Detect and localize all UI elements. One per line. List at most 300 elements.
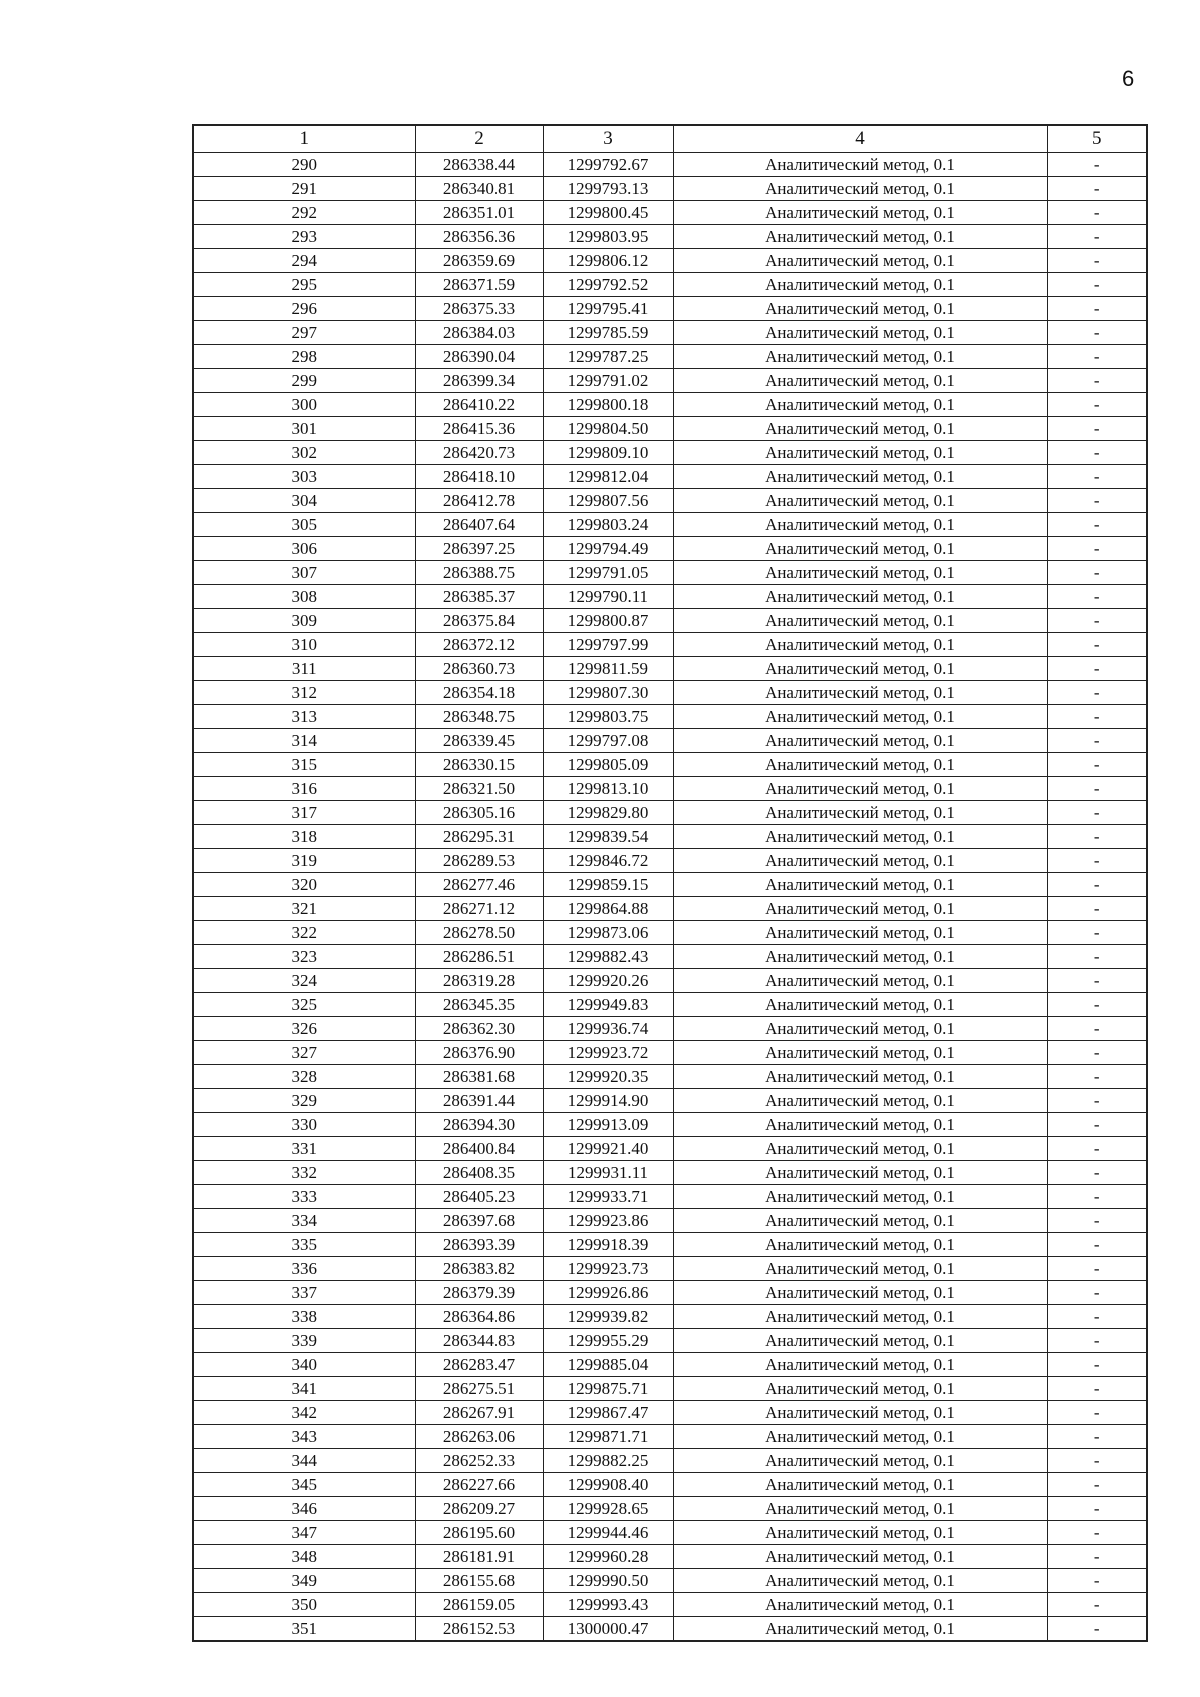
point-number-cell: 319	[193, 849, 415, 873]
x-coordinate-cell: 286359.69	[415, 249, 543, 273]
table-row	[193, 417, 1147, 441]
point-number-cell: 326	[193, 1017, 415, 1041]
y-coordinate-cell: 1299846.72	[543, 849, 673, 873]
description-cell: -	[1047, 1041, 1147, 1065]
x-coordinate-cell: 286381.68	[415, 1065, 543, 1089]
description-cell: -	[1047, 1449, 1147, 1473]
table-row	[193, 1329, 1147, 1353]
y-coordinate-cell: 1299920.35	[543, 1065, 673, 1089]
description-cell: -	[1047, 1233, 1147, 1257]
description-cell: -	[1047, 585, 1147, 609]
method-cell: Аналитический метод, 0.1	[673, 633, 1047, 657]
table-row	[193, 633, 1147, 657]
table-row	[193, 609, 1147, 633]
description-cell: -	[1047, 225, 1147, 249]
point-number-cell: 291	[193, 177, 415, 201]
x-coordinate-cell: 286271.12	[415, 897, 543, 921]
point-number-cell: 298	[193, 345, 415, 369]
y-coordinate-cell: 1300000.47	[543, 1617, 673, 1642]
point-number-cell: 351	[193, 1617, 415, 1642]
table-header-row	[193, 125, 1147, 153]
point-number-cell: 346	[193, 1497, 415, 1521]
description-cell: -	[1047, 513, 1147, 537]
method-cell: Аналитический метод, 0.1	[673, 1593, 1047, 1617]
x-coordinate-cell: 286376.90	[415, 1041, 543, 1065]
point-number-cell: 341	[193, 1377, 415, 1401]
y-coordinate-cell: 1299882.25	[543, 1449, 673, 1473]
y-coordinate-cell: 1299933.71	[543, 1185, 673, 1209]
column-header-point-number: 1	[193, 125, 415, 153]
point-number-cell: 325	[193, 993, 415, 1017]
y-coordinate-cell: 1299811.59	[543, 657, 673, 681]
y-coordinate-cell: 1299791.05	[543, 561, 673, 585]
table-row	[193, 561, 1147, 585]
y-coordinate-cell: 1299813.10	[543, 777, 673, 801]
point-number-cell: 299	[193, 369, 415, 393]
point-number-cell: 323	[193, 945, 415, 969]
method-cell: Аналитический метод, 0.1	[673, 1041, 1047, 1065]
y-coordinate-cell: 1299871.71	[543, 1425, 673, 1449]
x-coordinate-cell: 286420.73	[415, 441, 543, 465]
description-cell: -	[1047, 657, 1147, 681]
method-cell: Аналитический метод, 0.1	[673, 201, 1047, 225]
y-coordinate-cell: 1299805.09	[543, 753, 673, 777]
description-cell: -	[1047, 561, 1147, 585]
y-coordinate-cell: 1299928.65	[543, 1497, 673, 1521]
method-cell: Аналитический метод, 0.1	[673, 1449, 1047, 1473]
x-coordinate-cell: 286375.33	[415, 297, 543, 321]
point-number-cell: 309	[193, 609, 415, 633]
coordinates-table	[192, 124, 1148, 1642]
table-row	[193, 1377, 1147, 1401]
x-coordinate-cell: 286289.53	[415, 849, 543, 873]
table-row	[193, 825, 1147, 849]
point-number-cell: 333	[193, 1185, 415, 1209]
table-row	[193, 1353, 1147, 1377]
point-number-cell: 292	[193, 201, 415, 225]
y-coordinate-cell: 1299923.72	[543, 1041, 673, 1065]
point-number-cell: 335	[193, 1233, 415, 1257]
table-row	[193, 585, 1147, 609]
point-number-cell: 294	[193, 249, 415, 273]
method-cell: Аналитический метод, 0.1	[673, 225, 1047, 249]
point-number-cell: 338	[193, 1305, 415, 1329]
description-cell: -	[1047, 1593, 1147, 1617]
method-cell: Аналитический метод, 0.1	[673, 1065, 1047, 1089]
x-coordinate-cell: 286275.51	[415, 1377, 543, 1401]
table-row	[193, 1569, 1147, 1593]
x-coordinate-cell: 286410.22	[415, 393, 543, 417]
y-coordinate-cell: 1299787.25	[543, 345, 673, 369]
y-coordinate-cell: 1299804.50	[543, 417, 673, 441]
description-cell: -	[1047, 1569, 1147, 1593]
description-cell: -	[1047, 633, 1147, 657]
table-row	[193, 681, 1147, 705]
point-number-cell: 301	[193, 417, 415, 441]
table-row	[193, 345, 1147, 369]
table-row	[193, 873, 1147, 897]
table-row	[193, 273, 1147, 297]
method-cell: Аналитический метод, 0.1	[673, 1257, 1047, 1281]
x-coordinate-cell: 286394.30	[415, 1113, 543, 1137]
y-coordinate-cell: 1299918.39	[543, 1233, 673, 1257]
description-cell: -	[1047, 1065, 1147, 1089]
y-coordinate-cell: 1299790.11	[543, 585, 673, 609]
x-coordinate-cell: 286295.31	[415, 825, 543, 849]
method-cell: Аналитический метод, 0.1	[673, 1305, 1047, 1329]
method-cell: Аналитический метод, 0.1	[673, 777, 1047, 801]
method-cell: Аналитический метод, 0.1	[673, 705, 1047, 729]
x-coordinate-cell: 286391.44	[415, 1089, 543, 1113]
x-coordinate-cell: 286371.59	[415, 273, 543, 297]
description-cell: -	[1047, 1617, 1147, 1642]
table-row	[193, 753, 1147, 777]
point-number-cell: 348	[193, 1545, 415, 1569]
point-number-cell: 318	[193, 825, 415, 849]
y-coordinate-cell: 1299807.56	[543, 489, 673, 513]
table-row	[193, 1209, 1147, 1233]
description-cell: -	[1047, 321, 1147, 345]
method-cell: Аналитический метод, 0.1	[673, 1401, 1047, 1425]
point-number-cell: 329	[193, 1089, 415, 1113]
table-row	[193, 993, 1147, 1017]
point-number-cell: 306	[193, 537, 415, 561]
method-cell: Аналитический метод, 0.1	[673, 1161, 1047, 1185]
table-row	[193, 1041, 1147, 1065]
description-cell: -	[1047, 849, 1147, 873]
point-number-cell: 311	[193, 657, 415, 681]
table-row	[193, 393, 1147, 417]
y-coordinate-cell: 1299809.10	[543, 441, 673, 465]
method-cell: Аналитический метод, 0.1	[673, 1545, 1047, 1569]
x-coordinate-cell: 286397.25	[415, 537, 543, 561]
point-number-cell: 339	[193, 1329, 415, 1353]
point-number-cell: 302	[193, 441, 415, 465]
method-cell: Аналитический метод, 0.1	[673, 657, 1047, 681]
y-coordinate-cell: 1299960.28	[543, 1545, 673, 1569]
point-number-cell: 316	[193, 777, 415, 801]
description-cell: -	[1047, 249, 1147, 273]
table-row	[193, 321, 1147, 345]
description-cell: -	[1047, 273, 1147, 297]
method-cell: Аналитический метод, 0.1	[673, 393, 1047, 417]
y-coordinate-cell: 1299792.67	[543, 153, 673, 177]
x-coordinate-cell: 286263.06	[415, 1425, 543, 1449]
y-coordinate-cell: 1299859.15	[543, 873, 673, 897]
x-coordinate-cell: 286405.23	[415, 1185, 543, 1209]
x-coordinate-cell: 286415.36	[415, 417, 543, 441]
point-number-cell: 349	[193, 1569, 415, 1593]
description-cell: -	[1047, 1305, 1147, 1329]
point-number-cell: 340	[193, 1353, 415, 1377]
description-cell: -	[1047, 489, 1147, 513]
y-coordinate-cell: 1299993.43	[543, 1593, 673, 1617]
table-row	[193, 657, 1147, 681]
description-cell: -	[1047, 921, 1147, 945]
x-coordinate-cell: 286385.37	[415, 585, 543, 609]
method-cell: Аналитический метод, 0.1	[673, 969, 1047, 993]
y-coordinate-cell: 1299873.06	[543, 921, 673, 945]
description-cell: -	[1047, 777, 1147, 801]
method-cell: Аналитический метод, 0.1	[673, 513, 1047, 537]
point-number-cell: 334	[193, 1209, 415, 1233]
table-row	[193, 1113, 1147, 1137]
point-number-cell: 328	[193, 1065, 415, 1089]
x-coordinate-cell: 286319.28	[415, 969, 543, 993]
method-cell: Аналитический метод, 0.1	[673, 321, 1047, 345]
table-row	[193, 1497, 1147, 1521]
y-coordinate-cell: 1299806.12	[543, 249, 673, 273]
method-cell: Аналитический метод, 0.1	[673, 1209, 1047, 1233]
point-number-cell: 322	[193, 921, 415, 945]
description-cell: -	[1047, 1521, 1147, 1545]
description-cell: -	[1047, 1089, 1147, 1113]
x-coordinate-cell: 286348.75	[415, 705, 543, 729]
method-cell: Аналитический метод, 0.1	[673, 297, 1047, 321]
y-coordinate-cell: 1299794.49	[543, 537, 673, 561]
table-row	[193, 705, 1147, 729]
x-coordinate-cell: 286384.03	[415, 321, 543, 345]
y-coordinate-cell: 1299914.90	[543, 1089, 673, 1113]
point-number-cell: 343	[193, 1425, 415, 1449]
y-coordinate-cell: 1299812.04	[543, 465, 673, 489]
method-cell: Аналитический метод, 0.1	[673, 441, 1047, 465]
table-row	[193, 897, 1147, 921]
point-number-cell: 330	[193, 1113, 415, 1137]
y-coordinate-cell: 1299839.54	[543, 825, 673, 849]
table-row	[193, 801, 1147, 825]
method-cell: Аналитический метод, 0.1	[673, 153, 1047, 177]
x-coordinate-cell: 286209.27	[415, 1497, 543, 1521]
table-row	[193, 921, 1147, 945]
description-cell: -	[1047, 1377, 1147, 1401]
x-coordinate-cell: 286388.75	[415, 561, 543, 585]
x-coordinate-cell: 286278.50	[415, 921, 543, 945]
method-cell: Аналитический метод, 0.1	[673, 873, 1047, 897]
description-cell: -	[1047, 1353, 1147, 1377]
point-number-cell: 344	[193, 1449, 415, 1473]
description-cell: -	[1047, 1497, 1147, 1521]
point-number-cell: 350	[193, 1593, 415, 1617]
x-coordinate-cell: 286181.91	[415, 1545, 543, 1569]
description-cell: -	[1047, 1113, 1147, 1137]
method-cell: Аналитический метод, 0.1	[673, 465, 1047, 489]
point-number-cell: 308	[193, 585, 415, 609]
table-row	[193, 1137, 1147, 1161]
description-cell: -	[1047, 1545, 1147, 1569]
x-coordinate-cell: 286407.64	[415, 513, 543, 537]
x-coordinate-cell: 286252.33	[415, 1449, 543, 1473]
y-coordinate-cell: 1299792.52	[543, 273, 673, 297]
method-cell: Аналитический метод, 0.1	[673, 1017, 1047, 1041]
table-row	[193, 369, 1147, 393]
method-cell: Аналитический метод, 0.1	[673, 609, 1047, 633]
y-coordinate-cell: 1299908.40	[543, 1473, 673, 1497]
method-cell: Аналитический метод, 0.1	[673, 1497, 1047, 1521]
x-coordinate-cell: 286227.66	[415, 1473, 543, 1497]
point-number-cell: 315	[193, 753, 415, 777]
table-row	[193, 777, 1147, 801]
x-coordinate-cell: 286155.68	[415, 1569, 543, 1593]
point-number-cell: 304	[193, 489, 415, 513]
point-number-cell: 321	[193, 897, 415, 921]
y-coordinate-cell: 1299797.99	[543, 633, 673, 657]
method-cell: Аналитический метод, 0.1	[673, 1425, 1047, 1449]
y-coordinate-cell: 1299864.88	[543, 897, 673, 921]
description-cell: -	[1047, 705, 1147, 729]
y-coordinate-cell: 1299949.83	[543, 993, 673, 1017]
point-number-cell: 317	[193, 801, 415, 825]
description-cell: -	[1047, 1209, 1147, 1233]
method-cell: Аналитический метод, 0.1	[673, 1089, 1047, 1113]
method-cell: Аналитический метод, 0.1	[673, 993, 1047, 1017]
description-cell: -	[1047, 1161, 1147, 1185]
method-cell: Аналитический метод, 0.1	[673, 681, 1047, 705]
method-cell: Аналитический метод, 0.1	[673, 273, 1047, 297]
table-row	[193, 465, 1147, 489]
point-number-cell: 327	[193, 1041, 415, 1065]
method-cell: Аналитический метод, 0.1	[673, 1569, 1047, 1593]
table-row	[193, 513, 1147, 537]
method-cell: Аналитический метод, 0.1	[673, 1185, 1047, 1209]
table-row	[193, 537, 1147, 561]
x-coordinate-cell: 286159.05	[415, 1593, 543, 1617]
method-cell: Аналитический метод, 0.1	[673, 1353, 1047, 1377]
column-header-y-coordinate: 3	[543, 125, 673, 153]
y-coordinate-cell: 1299793.13	[543, 177, 673, 201]
y-coordinate-cell: 1299795.41	[543, 297, 673, 321]
table-row	[193, 969, 1147, 993]
table-row	[193, 153, 1147, 177]
y-coordinate-cell: 1299885.04	[543, 1353, 673, 1377]
method-cell: Аналитический метод, 0.1	[673, 921, 1047, 945]
method-cell: Аналитический метод, 0.1	[673, 753, 1047, 777]
x-coordinate-cell: 286400.84	[415, 1137, 543, 1161]
description-cell: -	[1047, 1281, 1147, 1305]
point-number-cell: 312	[193, 681, 415, 705]
table-row	[193, 1161, 1147, 1185]
y-coordinate-cell: 1299990.50	[543, 1569, 673, 1593]
method-cell: Аналитический метод, 0.1	[673, 1329, 1047, 1353]
table-row	[193, 1449, 1147, 1473]
description-cell: -	[1047, 1473, 1147, 1497]
method-cell: Аналитический метод, 0.1	[673, 585, 1047, 609]
method-cell: Аналитический метод, 0.1	[673, 417, 1047, 441]
x-coordinate-cell: 286351.01	[415, 201, 543, 225]
point-number-cell: 310	[193, 633, 415, 657]
table-row	[193, 1593, 1147, 1617]
y-coordinate-cell: 1299867.47	[543, 1401, 673, 1425]
table-row	[193, 1089, 1147, 1113]
y-coordinate-cell: 1299803.24	[543, 513, 673, 537]
y-coordinate-cell: 1299926.86	[543, 1281, 673, 1305]
x-coordinate-cell: 286267.91	[415, 1401, 543, 1425]
table-row	[193, 1521, 1147, 1545]
y-coordinate-cell: 1299882.43	[543, 945, 673, 969]
y-coordinate-cell: 1299875.71	[543, 1377, 673, 1401]
table-row	[193, 1281, 1147, 1305]
description-cell: -	[1047, 1329, 1147, 1353]
description-cell: -	[1047, 897, 1147, 921]
table-row	[193, 945, 1147, 969]
method-cell: Аналитический метод, 0.1	[673, 1137, 1047, 1161]
y-coordinate-cell: 1299800.45	[543, 201, 673, 225]
table-row	[193, 1257, 1147, 1281]
method-cell: Аналитический метод, 0.1	[673, 1281, 1047, 1305]
table-row	[193, 1185, 1147, 1209]
table-row	[193, 441, 1147, 465]
x-coordinate-cell: 286399.34	[415, 369, 543, 393]
table-row	[193, 1401, 1147, 1425]
method-cell: Аналитический метод, 0.1	[673, 369, 1047, 393]
x-coordinate-cell: 286354.18	[415, 681, 543, 705]
x-coordinate-cell: 286339.45	[415, 729, 543, 753]
x-coordinate-cell: 286330.15	[415, 753, 543, 777]
description-cell: -	[1047, 153, 1147, 177]
description-cell: -	[1047, 969, 1147, 993]
method-cell: Аналитический метод, 0.1	[673, 1377, 1047, 1401]
page-number: 6	[1122, 66, 1135, 91]
description-cell: -	[1047, 465, 1147, 489]
y-coordinate-cell: 1299944.46	[543, 1521, 673, 1545]
method-cell: Аналитический метод, 0.1	[673, 249, 1047, 273]
method-cell: Аналитический метод, 0.1	[673, 1113, 1047, 1137]
x-coordinate-cell: 286344.83	[415, 1329, 543, 1353]
y-coordinate-cell: 1299923.86	[543, 1209, 673, 1233]
x-coordinate-cell: 286412.78	[415, 489, 543, 513]
point-number-cell: 305	[193, 513, 415, 537]
y-coordinate-cell: 1299803.95	[543, 225, 673, 249]
description-cell: -	[1047, 945, 1147, 969]
point-number-cell: 324	[193, 969, 415, 993]
y-coordinate-cell: 1299955.29	[543, 1329, 673, 1353]
point-number-cell: 300	[193, 393, 415, 417]
point-number-cell: 297	[193, 321, 415, 345]
description-cell: -	[1047, 993, 1147, 1017]
table-row	[193, 1065, 1147, 1089]
method-cell: Аналитический метод, 0.1	[673, 729, 1047, 753]
description-cell: -	[1047, 177, 1147, 201]
x-coordinate-cell: 286375.84	[415, 609, 543, 633]
y-coordinate-cell: 1299921.40	[543, 1137, 673, 1161]
y-coordinate-cell: 1299807.30	[543, 681, 673, 705]
y-coordinate-cell: 1299785.59	[543, 321, 673, 345]
point-number-cell: 345	[193, 1473, 415, 1497]
description-cell: -	[1047, 297, 1147, 321]
table-row	[193, 1545, 1147, 1569]
x-coordinate-cell: 286362.30	[415, 1017, 543, 1041]
x-coordinate-cell: 286340.81	[415, 177, 543, 201]
point-number-cell: 313	[193, 705, 415, 729]
table-row	[193, 201, 1147, 225]
method-cell: Аналитический метод, 0.1	[673, 945, 1047, 969]
method-cell: Аналитический метод, 0.1	[673, 537, 1047, 561]
x-coordinate-cell: 286277.46	[415, 873, 543, 897]
table-row	[193, 1473, 1147, 1497]
table-row	[193, 849, 1147, 873]
method-cell: Аналитический метод, 0.1	[673, 1521, 1047, 1545]
y-coordinate-cell: 1299920.26	[543, 969, 673, 993]
description-cell: -	[1047, 609, 1147, 633]
description-cell: -	[1047, 1401, 1147, 1425]
x-coordinate-cell: 286397.68	[415, 1209, 543, 1233]
x-coordinate-cell: 286283.47	[415, 1353, 543, 1377]
description-cell: -	[1047, 1257, 1147, 1281]
method-cell: Аналитический метод, 0.1	[673, 345, 1047, 369]
x-coordinate-cell: 286345.35	[415, 993, 543, 1017]
table-row	[193, 1233, 1147, 1257]
description-cell: -	[1047, 1137, 1147, 1161]
